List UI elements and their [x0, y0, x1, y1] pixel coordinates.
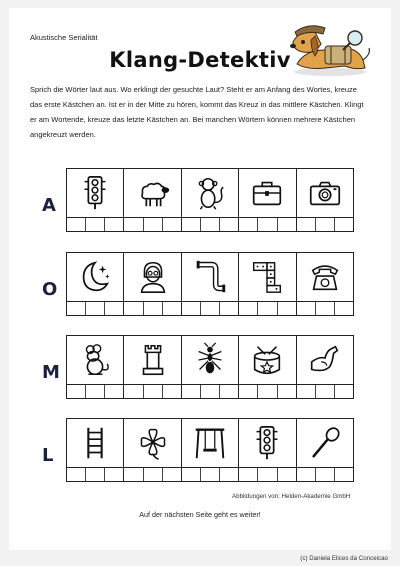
ladder-icon — [76, 424, 114, 462]
checkbox-start[interactable] — [67, 302, 86, 315]
picture-cell — [124, 169, 181, 217]
checkbox-end[interactable] — [278, 218, 296, 231]
drum-icon — [248, 341, 286, 379]
camera-icon — [306, 174, 344, 212]
checkbox-end[interactable] — [105, 468, 123, 481]
picture-cell — [239, 419, 296, 467]
checkbox-middle[interactable] — [316, 468, 335, 481]
monkey-icon — [191, 174, 229, 212]
checkbox-start[interactable] — [67, 385, 86, 398]
picture-cell — [182, 336, 239, 384]
checkbox-end[interactable] — [335, 218, 353, 231]
picture-row-o — [66, 252, 354, 316]
picture-cell — [124, 419, 181, 467]
checkbox-end[interactable] — [220, 218, 238, 231]
checkbox-end[interactable] — [278, 468, 296, 481]
checkbox-middle[interactable] — [201, 385, 220, 398]
moon-icon — [76, 258, 114, 296]
checkbox-middle[interactable] — [86, 218, 105, 231]
briefcase-icon — [248, 174, 286, 212]
domino-icon — [248, 258, 286, 296]
checkbox-start[interactable] — [182, 468, 201, 481]
checkbox-end[interactable] — [335, 302, 353, 315]
checkbox-start[interactable] — [297, 302, 316, 315]
checkbox-end[interactable] — [163, 385, 181, 398]
checkbox-middle[interactable] — [144, 468, 163, 481]
checkbox-end[interactable] — [163, 468, 181, 481]
checkbox-end[interactable] — [335, 468, 353, 481]
picture-cell — [124, 336, 181, 384]
checkbox-end[interactable] — [163, 218, 181, 231]
picture-cell — [239, 253, 296, 301]
mouse-icon — [76, 341, 114, 379]
checkbox-middle[interactable] — [258, 302, 277, 315]
pipe-icon — [191, 258, 229, 296]
picture-cell — [297, 419, 353, 467]
clover-icon — [134, 424, 172, 462]
picture-cell — [182, 253, 239, 301]
checkbox-middle[interactable] — [144, 385, 163, 398]
page-title: Klang-Detektiv — [109, 48, 291, 72]
checkbox-middle[interactable] — [201, 468, 220, 481]
checkbox-middle[interactable] — [258, 218, 277, 231]
image-credit: Abbildungen von: Helden-Akademie GmbH — [232, 493, 351, 500]
traffic-light-icon — [248, 424, 286, 462]
checkbox-start[interactable] — [239, 468, 258, 481]
arm-muscle-icon — [306, 341, 344, 379]
checkbox-start[interactable] — [297, 385, 316, 398]
checkbox-start[interactable] — [239, 385, 258, 398]
checkbox-end[interactable] — [105, 218, 123, 231]
checkbox-start[interactable] — [297, 468, 316, 481]
checkbox-end[interactable] — [278, 385, 296, 398]
checkbox-middle[interactable] — [144, 302, 163, 315]
checkbox-end[interactable] — [163, 302, 181, 315]
checkbox-middle[interactable] — [86, 468, 105, 481]
checkbox-end[interactable] — [278, 302, 296, 315]
checkbox-start[interactable] — [124, 218, 143, 231]
checkbox-end[interactable] — [220, 302, 238, 315]
picture-cell — [67, 169, 124, 217]
checkbox-start[interactable] — [182, 302, 201, 315]
picture-cell — [239, 169, 296, 217]
detective-dog-icon — [285, 20, 375, 80]
traffic-light-icon — [76, 174, 114, 212]
checkbox-end[interactable] — [105, 385, 123, 398]
picture-cell — [297, 169, 353, 217]
checkbox-end[interactable] — [105, 302, 123, 315]
header-label: Akustische Serialität — [30, 33, 98, 42]
checkbox-start[interactable] — [297, 218, 316, 231]
picture-cell — [182, 419, 239, 467]
picture-cell — [297, 253, 353, 301]
checkbox-middle[interactable] — [316, 385, 335, 398]
grandma-icon — [134, 258, 172, 296]
picture-cell — [67, 419, 124, 467]
checkbox-middle[interactable] — [316, 218, 335, 231]
checkbox-start[interactable] — [182, 218, 201, 231]
ant-icon — [191, 341, 229, 379]
checkbox-start[interactable] — [67, 218, 86, 231]
picture-cell — [239, 336, 296, 384]
picture-row-a — [66, 168, 354, 232]
checkbox-middle[interactable] — [144, 218, 163, 231]
spoon-icon — [306, 424, 344, 462]
instructions-text: Sprich die Wörter laut aus. Wo erklingt der gesuchte Laut? Steht er am Anfang des Wortes, kreuze das erste Kästchen an. Ist er in der Mitte zu hören, kommt das Kreuz in das mittlere Kästchen. Klingt er am Wortende, kreuze das letzte Kästchen an. Bei manchen Wörtern können mehrere Kästchen angekreuzt werden. — [30, 85, 364, 139]
checkbox-middle[interactable] — [258, 385, 277, 398]
picture-cell — [67, 336, 124, 384]
checkbox-start[interactable] — [124, 302, 143, 315]
checkbox-middle[interactable] — [316, 302, 335, 315]
picture-cell — [67, 253, 124, 301]
checkbox-middle[interactable] — [201, 218, 220, 231]
checkbox-middle[interactable] — [86, 302, 105, 315]
checkbox-end[interactable] — [220, 468, 238, 481]
checkbox-start[interactable] — [124, 385, 143, 398]
checkbox-start[interactable] — [124, 468, 143, 481]
checkbox-start[interactable] — [67, 468, 86, 481]
copyright-note: (c) Daniela Elices da Conceicao — [300, 555, 388, 562]
sheep-icon — [134, 174, 172, 212]
picture-row-m — [66, 335, 354, 399]
row-letter-m: M — [42, 362, 60, 383]
swing-icon — [191, 424, 229, 462]
checkbox-start[interactable] — [182, 385, 201, 398]
checkbox-middle[interactable] — [201, 302, 220, 315]
picture-cell — [124, 253, 181, 301]
row-letter-o: O — [42, 279, 58, 300]
row-letter-a: A — [42, 195, 56, 216]
checkbox-end[interactable] — [335, 385, 353, 398]
checkbox-middle[interactable] — [86, 385, 105, 398]
row-letter-l: L — [42, 445, 54, 466]
checkbox-middle[interactable] — [258, 468, 277, 481]
continue-note: Auf der nächsten Seite geht es weiter! — [139, 510, 261, 519]
checkbox-end[interactable] — [220, 385, 238, 398]
picture-cell — [297, 336, 353, 384]
telephone-icon — [306, 258, 344, 296]
picture-row-l — [66, 418, 354, 482]
picture-cell — [182, 169, 239, 217]
checkbox-start[interactable] — [239, 302, 258, 315]
checkbox-start[interactable] — [239, 218, 258, 231]
chess-rook-icon — [134, 341, 172, 379]
